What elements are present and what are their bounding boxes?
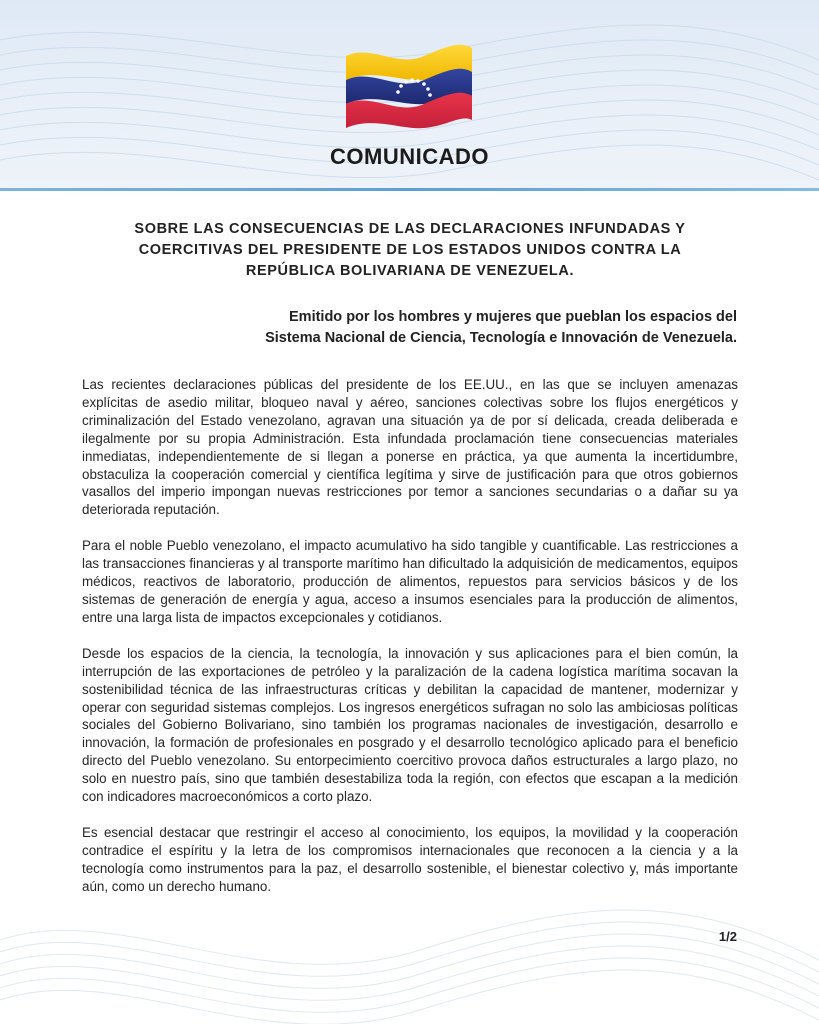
subheading-line: Emitido por los hombres y mujeres que pueblan los espacios del xyxy=(289,309,737,325)
document-body xyxy=(82,376,738,914)
footer-wave-pattern xyxy=(0,880,819,1024)
heading-line: SOBRE LAS CONSECUENCIAS DE LAS DECLARACIONES INFUNDADAS Y xyxy=(134,221,686,237)
venezuela-flag-icon xyxy=(342,42,478,134)
body-paragraph: Las recientes declaraciones públicas del presidente de los EE.UU., en las que se incluyen amenazas explícitas de asedio militar, bloqueo naval y aéreo, sanciones colectivas sobre los flujos energéticos y criminalización del Estado venezolano, agravan una situación ya de por sí delicada, creada deliberada e ilegalmente por su propia Administración. Esta infundada proclamación tiene consecuencias materiales inmediatas, independientemente de si llegan a ponerse en práctica, ya que aumenta la incertidumbre, obstaculiza la cooperación comercial y científica legítima y sirve de justificación para que otros gobiernos vasallos del imperio impongan nuevas restricciones por temor a sanciones secundarias o a dañar su ya deteriorada reputación. xyxy=(82,377,738,518)
heading-line: COERCITIVAS DEL PRESIDENTE DE LOS ESTADOS UNIDOS CONTRA LA xyxy=(138,242,682,258)
page-number: 1/2 xyxy=(718,929,737,944)
header-banner xyxy=(0,0,819,190)
body-paragraph: Es esencial destacar que restringir el acceso al conocimiento, los equipos, la movilidad y la cooperación contradice el espíritu y la letra de los compromisos internacionales que reconocen a la ciencia y a la tecnología como instrumentos para la paz, el desarrollo sostenible, el bienestar colectivo y, más importante aún, como un derecho humano. xyxy=(82,824,738,894)
document-heading xyxy=(60,219,760,282)
header-divider xyxy=(0,188,819,191)
subheading-line: Sistema Nacional de Ciencia, Tecnología e Innovación de Venezuela. xyxy=(265,330,737,346)
body-paragraph: Desde los espacios de la ciencia, la tecnología, la innovación y sus aplicaciones para el bien común, la interrupción de las exportaciones de petróleo y la paralización de la cadena logística marítima socavan la sostenibilidad técnica de las infraestructuras críticas y debilitan la capacidad de mantener, modernizar y operar con seguridad sistemas complejos. Los ingresos energéticos sufragan no solo las ambiciosas políticas sociales del Gobierno Bolivariano, sino también los programas nacionales de investigación, desarrollo e innovación, la formación de profesionales en posgrado y el desarrollo tecnológico aplicado para el beneficio directo del Pueblo venezolano. Su entorpecimiento coercitivo provoca daños estructurales a largo plazo, no solo en nuestro país, sino que también desestabiliza toda la región, con efectos que escapan a la medición con indicadores macroeconómicos a corto plazo. xyxy=(82,645,738,805)
heading-line: REPÚBLICA BOLIVARIANA DE VENEZUELA. xyxy=(245,263,575,279)
page-title: COMUNICADO xyxy=(330,144,489,169)
document-subheading xyxy=(117,307,737,349)
body-paragraph: Para el noble Pueblo venezolano, el impacto acumulativo ha sido tangible y cuantificable. Las restricciones a las transacciones financieras y al transporte marítimo han dificultado la adquisición de medicamentos, equipos médicos, reactivos de laboratorio, producción de alimentos, repuestos para servicios básicos y de los sistemas de generación de energía y agua, acceso a insumos esenciales para la producción de alimentos, entre una larga lista de impactos excepcionales y cotidianos. xyxy=(82,538,738,625)
